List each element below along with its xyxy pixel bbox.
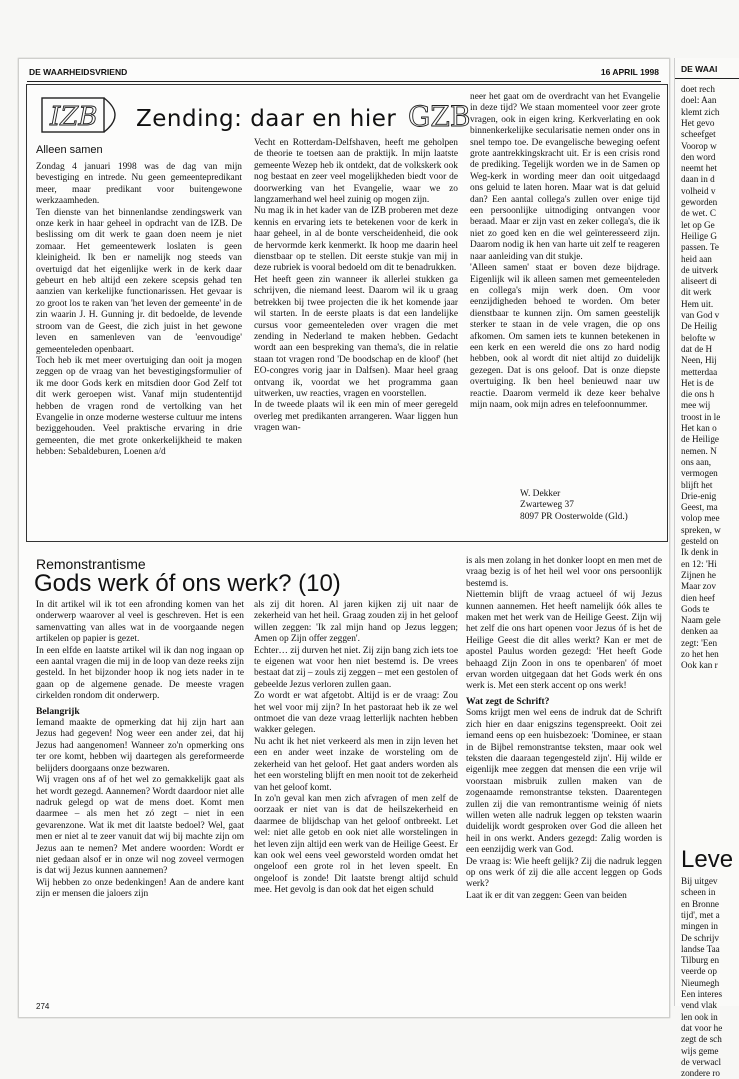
paragraph: Zo wordt er wat afgetobt. Altijd is er de vraag: Zou het wel voor mij zijn? In het pastoraat heb ik ze wel ontmoet die van deze vraag letterlijk nachten hebben wakker gelegen. <box>254 691 458 736</box>
adjacent-text-line: die ons h <box>681 389 715 400</box>
adjacent-text-line: Een interes <box>681 989 723 999</box>
paragraph: In zo'n geval kan men zich afvragen of men zelf de oorzaak er niet van is dat de heilszekerheid en daarmee de blijdschap van het geloof ontbreekt. Let wel: niet alle getob en ook niet alle worstelingen in het leven zijn altijd een werk van de Heilige Geest. Er kan ook wel eens veel geworsteld worden omdat het ongeloof een grote rol in het leven speelt. En ongeloof is zonde! Dit laatste brengt altijd schuld mee. Het gevolg is dan ook dat het eigen schuld <box>254 793 458 896</box>
paragraph: neer het gaat om de overdracht van het Evangelie in deze tijd? We staan momenteel voor zeer grote vragen, ook in eigen kring. Kerkverlating en ook binnenkerkelijke secularisatie nemen onder ons in snel tempo toe. De evangelische beweging oefent grote aantrekkingskracht uit. Er is een crisis rond de prediking. Tegelijk worden we in de Samen op Weg-kerk in wording meer dan ooit uitgedaagd ons geluid te laten horen. Maar wat is dat geluid dan? Een aantal collega's zullen over enige tijd een persoonlijke uitnodiging ontvangen voor beraad. Maar er zijn vast en zeker collega's, die ik niet zo goed ken en die wel geïnteresseerd zijn. Daarom nodig ik hen van harte uit zelf te reageren naar aanleiding van dit stukje. <box>470 92 660 262</box>
paragraph: Vecht en Rotterdam-Delfshaven, heeft me geholpen de theorie te toetsen aan de praktijk. In mijn laatste gemeente Wezep heb ik ontdekt, dat de volkskerk ook nog bestaat en zeer veel mogelijkheden biedt voor de doorwerking van het Evangelie, waar we zo langzamerhand wel heel zuinig op mogen zijn. <box>254 138 458 206</box>
section-kicker: Remonstrantisme <box>36 556 146 572</box>
paragraph: Nu acht ik het niet verkeerd als men in zijn leven het een en ander weet inzake de worsteling om de zekerheid van het geloof. Het gaat anders worden als het een worsteling blijft en men nooit tot de zekerheid van het geloof komt. <box>254 736 458 793</box>
paragraph: Niettemin blijft de vraag actueel óf wij Jezus kunnen aannemen. Het heeft namelijk óók alles te maken met het werk van de Heilige Geest. Zijn wij het zelf die ons hart openen voor Jezus óf is het de Heilige Geest die dit alles werkt? Kan er met de apostel Paulus worden gezegd: 'Het heeft Gode behaagd Zijn Zoon in ons te openbaren' óf moet ervan worden uitgegaan dat het Gods werk én ons werk is. Met een sterk accent op ons werk! <box>466 590 662 692</box>
adjacent-text-line: neemt het <box>681 163 717 174</box>
adjacent-text-line: scheefget <box>681 129 716 140</box>
paragraph: In dit artikel wil ik tot een afronding komen van het onderwerp waarover al veel is geschreven. Het is een samenvatting van alles wat in de voorgaande negen artikelen op papier is gezet. <box>36 600 244 645</box>
adjacent-text-line: scheen in <box>681 887 716 898</box>
adjacent-text-line: passen. Te <box>681 242 719 253</box>
paragraph: In een elfde en laatste artikel wil ik dan nog ingaan op een aantal vragen die mij in de loop van deze reeks zijn gesteld. In het bijzonder hoop ik nog iets nader in te gaan op de algemene genade. De meeste vragen cirkelden rondom dit onderwerp. <box>36 645 244 702</box>
izb-logo-text: IZB <box>50 102 98 132</box>
adjacent-text-line: Neen, Hij <box>681 355 717 366</box>
adjacent-text-line: mee wij <box>681 400 711 411</box>
adjacent-text-line: let op Ge <box>681 219 715 230</box>
adjacent-text-line: de verwacl <box>681 1056 722 1067</box>
adjacent-text-line: denken aa <box>681 626 718 637</box>
paragraph: Ten dienste van het binnenlandse zendingswerk van onze kerk in haar geheel in opdracht van de IZB. De beslissing om dit werk te gaan doen neem je niet zomaar. Het gemeentewerk loslaten is geen kleinigheid. Ik ben er namelijk nog steeds van overtuigd dat het eigenlijke werk in de kerk daar gebeurt en heb altijd een zekere scepsis gehad ten aanzien van kerkelijke functionarissen. Het gevaar is zo groot los te raken van 'het leven der gemeente' in de zin waarin J. H. Gunning jr. dit bedoelde, de levende stroom van de Geest, die zich juist in het gewone leven en samenleven van de 'eenvoudige' gemeenteleden openbaart. <box>36 207 242 355</box>
remonstrantisme-column-2 <box>254 600 458 897</box>
author-street: Zwarteweg 37 <box>520 500 574 511</box>
adjacent-text-line: de Heilige <box>681 434 720 445</box>
adjacent-text-line: zegt de sch <box>681 1034 722 1045</box>
adjacent-text-line: Nieumegh <box>681 977 720 988</box>
remonstrantisme-column-1 <box>36 600 244 901</box>
adjacent-text-line: zo het hen <box>681 649 719 659</box>
adjacent-text-line: vend vlak <box>681 1000 717 1011</box>
izb-logo <box>40 96 126 134</box>
paragraph: Soms krijgt men wel eens de indruk dat de Schrift zich hier en daar enigszins tegenspreekt. Ooit zei iemand eens op een huisbezoek: 'Dominee, er staan in de Bijbel remonstrantse teksten, maar ook wel teksten die daaraan tegengesteld zijn'. Hij wilde er eigenlijk mee zeggen dat mensen die een vrije wil voorstaan misbruik zullen maken van de zogenaamde remonstrantse teksten. Daarentegen zullen zij die van remontrantisme weinig óf niets willen weten alle nadruk leggen op teksten waarin duidelijk wordt gesproken over God die alleen het heil in ons werkt. Anders gezegd: Zalig worden is een eenzijdig werk van God. <box>466 708 662 856</box>
adjacent-text-line: Hem uit. <box>681 298 714 309</box>
paragraph: Laat ik er dit van zeggen: Geen van beiden <box>466 890 627 901</box>
adjacent-text-line: Gods te <box>681 603 710 614</box>
adjacent-text-line: doet rech <box>681 84 715 94</box>
adjacent-text-line: Drie-enig <box>681 490 717 501</box>
paragraph: Wij vragen ons af of het wel zo gemakkelijk gaat als het wordt gezegd. Aannemen? Wordt daardoor niet alle nadruk gelegd op wat de mens doet. Komt men daarmee – als men het zó zegt – niet in een gevarenzone. Wat ik met dit laatste bedoel? Wel, gaat men er niet al te zeer vanuit dat wij bij machte zijn om Jezus aan te nemen? Met andere woorden: Wordt er niet gedaan alsof er in onze wil nog zoveel vermogen is dat wij Jezus kunnen aannemen? <box>36 775 244 877</box>
adjacent-text-line: vermogen <box>681 468 718 479</box>
adjacent-text-line: De Heilig <box>681 321 717 332</box>
remonstrantisme-column-3 <box>466 556 662 902</box>
adjacent-heading: Leve <box>681 846 734 873</box>
adjacent-text-line: Maar zov <box>681 581 716 592</box>
zending-column-1 <box>36 162 242 459</box>
gzb-logo <box>406 96 471 134</box>
adjacent-header: DE WAAI <box>681 64 718 74</box>
adjacent-text-line: de uitverk <box>681 264 718 275</box>
adjacent-text-line: geworden <box>681 197 718 207</box>
running-header <box>27 65 661 82</box>
author-name: W. Dekker <box>520 489 561 499</box>
adjacent-text-line: Heilige G <box>681 230 717 241</box>
adjacent-text-line: doel: Aan <box>681 95 717 106</box>
adjacent-text-line: Ook kan r <box>681 660 718 671</box>
adjacent-text-line: ons aan, <box>681 456 712 467</box>
paragraph: Wij hebben zo onze bedenkingen! Aan de andere kant zijn er mensen die jaloers zijn <box>36 877 244 900</box>
adjacent-text-line: spreken, w <box>681 524 721 535</box>
paragraph: Zondag 4 januari 1998 was de dag van mijn bevestiging en intrede. Nu geen gemeentepredikant meer, maar predikant voor buitengewone werkzaamheden. <box>36 162 242 207</box>
adjacent-text-line: zegt: 'Een <box>681 637 718 648</box>
adjacent-text-line: volop mee <box>681 513 720 524</box>
paragraph: Echter… zij durven het niet. Zij zijn bang zich iets toe te eigenen wat voor hen niet bestemd is. De vrees bestaat dat zij – zouls zij zeggen – met een gestolen of gebeelde Jezus verloren zullen gaan. <box>254 645 458 690</box>
paragraph: Iemand maakte de opmerking dat hij zijn hart aan Jezus had gegeven! Nog weer een ander zei, dat hij Jezus had aangenomen! Wanneer zo'n opmerking ons ter ore komt, hebben wij daartegen als gereformeerde belijders doorgaans onze bezwaren. <box>36 718 244 774</box>
zending-title: Zending: daar en hier <box>136 106 397 132</box>
section-subheading: Belangrijk <box>36 705 80 717</box>
adjacent-text-line: zondere ro <box>681 1068 721 1079</box>
paragraph: Toch heb ik met meer overtuiging dan ooit ja mogen zeggen op de vraag van het bevestigingsformulier of ik me door Gods kerk en mitsdien door God Zelf tot dit werk geroepen wist. Vanaf mijn studententijd hebben de vragen rond de vertolking van het Evangelie in onze moderne westerse cultuur me intens beziggehouden. Veel praktische ervaring in drie gemeenten, die met grote onkerkelijkheid te maken hebben: Sebaldeburen, Loenen a/d <box>36 355 242 458</box>
paragraph: De vraag is: Wie heeft gelijk? Zij die nadruk leggen op ons werk óf zij die alle accent leggen op Gods werk? <box>466 856 662 890</box>
adjacent-text-line: tijd', met a <box>681 909 720 920</box>
adjacent-text-line: klemt zich <box>681 106 720 117</box>
adjacent-text-line: dit werk <box>681 287 712 298</box>
adjacent-text-line: mingen in <box>681 921 719 932</box>
adjacent-text-line: de wet. C <box>681 208 716 219</box>
header-date: 16 APRIL 1998 <box>600 67 659 77</box>
adjacent-text-line: gesteld on <box>681 536 719 546</box>
adjacent-text-line: Bij uitgev <box>681 876 718 886</box>
paragraph: Nu mag ik in het kader van de IZB proberen met deze kennis en ervaring iets te betekenen voor de kerk in haar geheel, in al de bonte verscheidenheid, die ook de hervormde kerk kenmerkt. Ik hoop me daarin heel dienstbaar op te stellen. Dit eerste stukje van mij in deze rubriek is vooral bedoeld om dit te benadrukken. <box>254 206 458 274</box>
zending-column-3 <box>470 92 660 411</box>
adjacent-text-line: Naam gele <box>681 615 721 626</box>
adjacent-text-line: Zijnen he <box>681 569 716 580</box>
adjacent-text-line: landse Taa <box>681 943 720 954</box>
zending-subheading: Alleen samen <box>36 144 103 156</box>
adjacent-text-line: dat voor he <box>681 1022 723 1033</box>
author-city: 8097 PR Oosterwolde (Gld.) <box>520 511 628 522</box>
adjacent-text-line: wijs geme <box>681 1045 719 1056</box>
adjacent-text-line: aliseert di <box>681 276 717 287</box>
adjacent-text-line: Het is de <box>681 377 714 388</box>
adjacent-header-rule <box>675 78 739 79</box>
paragraph: 'Alleen samen' staat er boven deze bijdrage. Eigenlijk wil ik alleen samen met gemeenteleden en collega's mijn werk doen. Om voor eenzijdigheden behoed te worden. Om beter dienstbaar te kunnen zijn. Om samen geestelijk sterker te staan in de vele vragen, die op ons afkomen. Om samen iets te kunnen betekenen in een kerk en een wereld die ons zo hard nodig hebben, ook al wordt dit niet altijd zo duidelijk gezegen. Dat is ons geloof. Dat is onze diepste overtuiging. Ik ben heel benieuwd naar uw reactie. Daarom vermeld ik deze keer behalve mijn naam, ook mijn adres en telefoonnummer. <box>470 263 660 410</box>
author-signature <box>520 489 628 523</box>
adjacent-text-line: daan in d <box>681 174 715 185</box>
adjacent-text-line: veerde op <box>681 966 717 977</box>
adjacent-page <box>674 58 739 1079</box>
page-number: 274 <box>36 1002 50 1011</box>
adjacent-text-line: blijft het <box>681 479 713 490</box>
section-subheading: Wat zegt de Schrift? <box>466 695 550 707</box>
adjacent-text-line: en Bronne <box>681 898 720 909</box>
paragraph: Het heeft geen zin wanneer ik allerlei stukken ga schrijven, die niemand leest. Daarom wil ik u graag betrekken bij twee projecten die ik het komende jaar wil starten. In de eerste plaats is dat een landelijke cursus voor gemeenteleden over vragen die met zending in Nederland te maken hebben. Gedacht wordt aan een bespreking van thema's, die in relatie staan tot vragen rond 'De boodschap en de kloof' (het EO-congres vorig jaar in Dalfsen). Maar heel graag ontvang ik, voordat we het programma gaan uitwerken, uw reacties, vragen en voorstellen. <box>254 274 458 399</box>
adjacent-text-line: Het gevo <box>681 117 715 128</box>
adjacent-text-line: belofte w <box>681 332 716 343</box>
adjacent-text-line: Geest, ma <box>681 502 718 513</box>
zending-column-2 <box>254 138 458 435</box>
adjacent-text-line: den word <box>681 151 716 162</box>
adjacent-text-line: troost in le <box>681 411 721 422</box>
header-publication: DE WAARHEIDSVRIEND <box>29 67 128 77</box>
adjacent-text-line: len ook in <box>681 1011 718 1022</box>
adjacent-text-line: van God v <box>681 310 720 320</box>
adjacent-text-line: Het kan o <box>681 423 717 433</box>
paragraph: is als men zolang in het donker loopt en men met de vraag bezig is of het heil wel voor ons persoonlijk bestemd is. <box>466 556 662 589</box>
adjacent-text-line: nemen. N <box>681 445 717 456</box>
adjacent-text-line: heid aan <box>681 253 712 264</box>
adjacent-text-line: dat de H <box>681 343 713 354</box>
adjacent-text-line: dien heef <box>681 592 715 603</box>
adjacent-text-line: De schrijv <box>681 932 720 943</box>
adjacent-text-line: metterdaa <box>681 366 718 377</box>
adjacent-text-line: volheid v <box>681 185 716 196</box>
gzb-logo-text: GZB <box>408 100 471 133</box>
adjacent-text-line: Voorop w <box>681 140 717 151</box>
paragraph: In de tweede plaats wil ik een min of meer geregeld overleg met predikanten arrangeren. Waar liggen hun vragen wan- <box>254 400 458 434</box>
adjacent-text-line: en 12: 'Hi <box>681 558 717 569</box>
adjacent-text-line: Tilburg en <box>681 955 720 966</box>
paragraph: als zij dit horen. Al jaren kijken zij uit naar de zekerheid van het heil. Graag zouden zij in het geloof willen zeggen: 'Ik zal mijn hand op Jezus leggen; Amen op Zijn offer zeggen'. <box>254 600 458 645</box>
remonstrantisme-title: Gods werk óf ons werk? (10) <box>34 570 341 597</box>
adjacent-text-line: Ik denk in <box>681 547 719 558</box>
